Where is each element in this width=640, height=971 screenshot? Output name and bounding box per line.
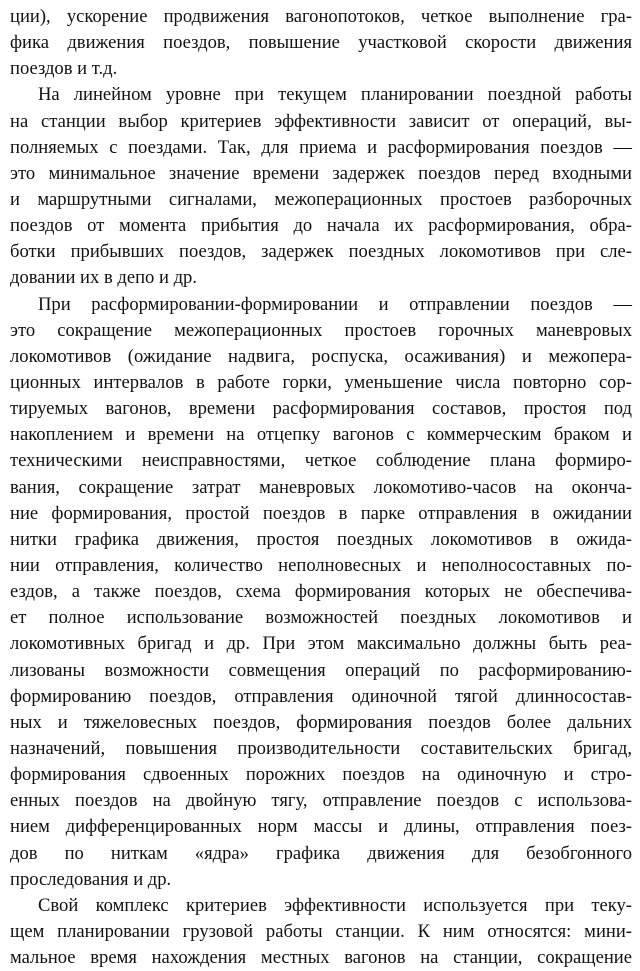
text-line: локомотивных бригад и др. При этом максимально должны быть реа-	[10, 633, 632, 655]
text-line: это минимальное значение времени задержек поездов перед входными	[10, 162, 632, 184]
text-line: локомотивов (ожидание надвига, роспуска, осаживания) и межопера-	[10, 345, 632, 367]
text-line: фика движения поездов, повышение участковой скорости движения	[10, 32, 632, 54]
text-line: формирования сдвоенных порожних поездов на одиночную и стро-	[10, 764, 632, 786]
paragraph	[10, 292, 632, 893]
text-line: поездов и т.д.	[10, 58, 118, 80]
paragraph	[10, 82, 632, 291]
text-line: ботки прибывших поездов, задержек поездных локомотивов при сле-	[10, 241, 632, 263]
text-line: ние формирования, простой поездов в парке отправления в ожидании	[10, 502, 632, 524]
text-line: вания, сокращение затрат маневровых локомотиво-часов на оконча-	[10, 476, 632, 498]
text-line: и маршрутными сигналами, межоперационных простоев разборочных	[10, 188, 632, 210]
paragraph	[10, 893, 632, 971]
text-line: ционных интервалов в работе горки, уменьшение числа повторно сор-	[10, 371, 632, 393]
text-line: полняемых с поездами. Так, для приема и расформирования поездов —	[10, 136, 632, 158]
text-line: Свой комплекс критериев эффективности используется при теку-	[38, 894, 632, 916]
text-line: техническими неисправностями, четкое соблюдение плана формиро-	[10, 450, 632, 472]
text-line: нии отправления, количество неполновесных и неполносоставных по-	[10, 554, 632, 576]
paragraph	[10, 4, 632, 82]
text-line: При расформировании-формировании и отправлении поездов —	[38, 293, 632, 315]
text-line: тируемых вагонов, времени расформирования составов, простоя под	[10, 398, 632, 420]
text-line: это сокращение межоперационных простоев горочных маневровых	[10, 319, 632, 341]
text-line: ции), ускорение продвижения вагонопотоков, четкое выполнение гра-	[10, 6, 632, 27]
text-line: нием дифференцированных норм массы и длины, отправления поез-	[10, 816, 632, 838]
text-line: на станции выбор критериев эффективности зависит от операций, вы-	[10, 110, 632, 132]
text-line: ет полное использование возможностей поездных локомотивов и	[10, 607, 632, 629]
text-line: поездов от момента прибытия до начала их расформирования, обра-	[10, 215, 632, 237]
text-line: ездов, а также поездов, схема формирования которых не обеспечива-	[10, 581, 632, 603]
text-line: мальное время нахождения местных вагонов на станции, сокращение	[10, 947, 632, 969]
text-line: дов по ниткам «ядра» графика движения для безобгонного	[10, 842, 632, 864]
text-line: щем планировании грузовой работы станции. К ним относятся: мини-	[10, 920, 632, 942]
text-line: На линейном уровне при текущем планировании поездной работы	[38, 84, 632, 106]
text-line: лизованы возможности совмещения операций по расформированию-	[10, 659, 632, 681]
text-line: накоплением и времени на отцепку вагонов с коммерческим браком и	[10, 424, 632, 446]
text-line: довании их в депо и др.	[10, 267, 197, 289]
text-line: енных поездов на двойную тягу, отправление поездов с использова-	[10, 790, 632, 812]
text-line: ных и тяжеловесных поездов, формирования поездов более дальних	[10, 711, 632, 733]
text-line: нитки графика движения, простоя поездных локомотивов в ожида-	[10, 528, 632, 550]
text-line: проследования и др.	[10, 868, 172, 890]
document-page	[10, 4, 632, 971]
text-line: формированию поездов, отправления одиночной тягой длинносостав-	[10, 685, 632, 707]
text-line: назначений, повышения производительности составительских бригад,	[10, 737, 632, 759]
